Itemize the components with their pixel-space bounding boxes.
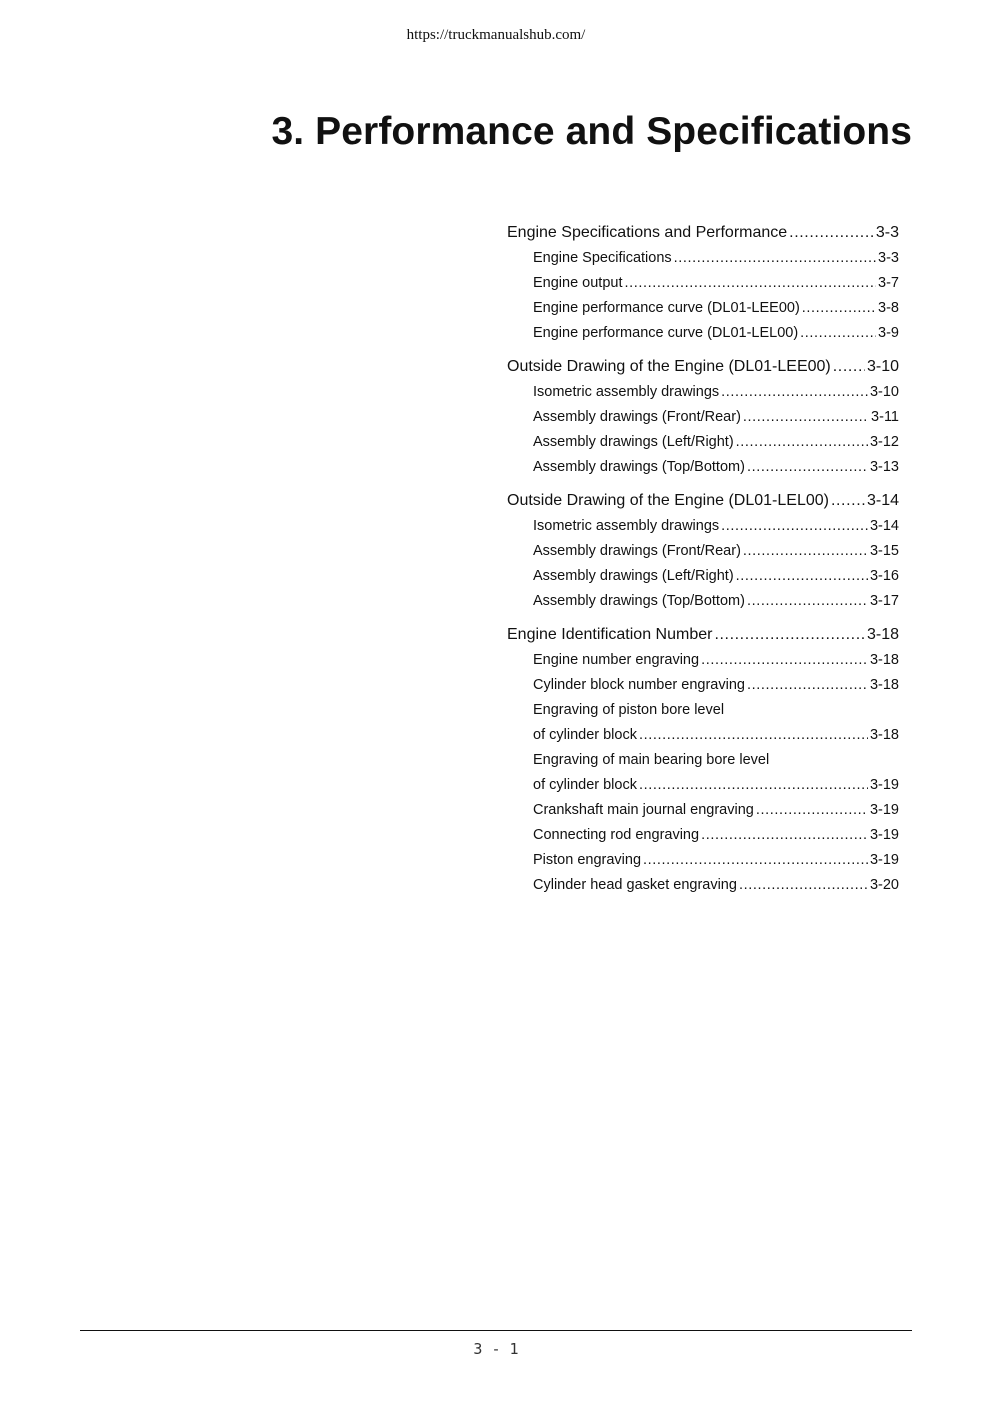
toc-entry[interactable] <box>507 823 899 848</box>
toc-section-heading[interactable] <box>507 621 899 648</box>
toc-page-number: 3-14 <box>869 518 899 534</box>
toc-entry[interactable] <box>507 539 899 564</box>
dot-leader <box>721 514 868 539</box>
toc-entry[interactable] <box>507 589 899 614</box>
toc-entry[interactable] <box>507 773 899 798</box>
toc-section-heading[interactable] <box>507 487 899 514</box>
toc-entry[interactable] <box>507 380 899 405</box>
toc-entry[interactable] <box>507 798 899 823</box>
toc-entry-label: of cylinder block <box>533 727 637 743</box>
toc-page-number: 3-19 <box>869 852 899 868</box>
dot-leader <box>701 648 868 673</box>
toc-page-number: 3-17 <box>869 593 899 609</box>
toc-page-number: 3-7 <box>878 275 899 291</box>
toc-page-number: 3-14 <box>866 492 899 509</box>
toc-page-number: 3-11 <box>871 409 899 425</box>
toc-page-number: 3-20 <box>869 877 899 893</box>
page-number: 3 - 1 <box>473 1340 519 1358</box>
dot-leader <box>736 564 868 589</box>
toc-page-number: 3-10 <box>866 358 899 375</box>
dot-leader <box>802 296 876 321</box>
toc-page-number: 3-19 <box>869 802 899 818</box>
toc-entry-label: Engine performance curve (DL01-LEL00) <box>533 325 799 341</box>
footer-divider <box>80 1330 912 1331</box>
toc-page-number: 3-13 <box>869 459 899 475</box>
toc-entry[interactable] <box>507 514 899 539</box>
toc-entry-label: of cylinder block <box>533 777 637 793</box>
dot-leader <box>739 873 868 898</box>
toc-page-number: 3-18 <box>869 677 899 693</box>
toc-section-title: Engine Identification Number <box>507 626 713 643</box>
dot-leader <box>743 539 868 564</box>
toc-entry[interactable] <box>507 321 899 346</box>
dot-leader <box>747 589 868 614</box>
toc-section-heading[interactable] <box>507 353 899 380</box>
dot-leader <box>800 321 876 346</box>
toc-page-number: 3-3 <box>875 224 899 241</box>
toc-section-title: Engine Specifications and Performance <box>507 224 788 241</box>
toc-page-number: 3-16 <box>869 568 899 584</box>
dot-leader <box>714 621 865 648</box>
toc-entry-label: Isometric assembly drawings <box>533 518 720 534</box>
toc-page-number: 3-9 <box>878 325 899 341</box>
toc-page-number: 3-18 <box>866 626 899 643</box>
toc-entry-label: Engine Specifications <box>533 250 672 266</box>
toc-page-number: 3-18 <box>869 727 899 743</box>
toc-entry-label-line1[interactable]: Engraving of main bearing bore level <box>533 752 770 768</box>
source-url[interactable]: https://truckmanualshub.com/ <box>406 27 586 43</box>
toc-page-number: 3-8 <box>878 300 899 316</box>
toc-section-title: Outside Drawing of the Engine (DL01-LEE00) <box>507 358 831 375</box>
toc-entry-label: Engine number engraving <box>533 652 700 668</box>
toc-entry[interactable] <box>507 430 899 455</box>
toc-section <box>507 621 899 898</box>
dot-leader <box>625 271 877 296</box>
toc-entry-label: Cylinder head gasket engraving <box>533 877 737 893</box>
toc-entry-label: Assembly drawings (Left/Right) <box>533 434 734 450</box>
toc-entry-label: Isometric assembly drawings <box>533 384 720 400</box>
toc-entry-label: Engine output <box>533 275 623 291</box>
toc-entry-label: Piston engraving <box>533 852 642 868</box>
toc-entry[interactable] <box>507 405 899 430</box>
toc-page-number: 3-15 <box>869 543 899 559</box>
toc-entry-label: Assembly drawings (Top/Bottom) <box>533 459 745 475</box>
dot-leader <box>643 848 868 873</box>
dot-leader <box>747 673 868 698</box>
toc-entry[interactable] <box>507 648 899 673</box>
toc-entry[interactable] <box>507 271 899 296</box>
toc-section <box>507 219 899 346</box>
chapter-title: 3. Performance and Specifications <box>271 110 912 153</box>
toc-section-heading[interactable] <box>507 219 899 246</box>
toc-entry[interactable] <box>507 673 899 698</box>
dot-leader <box>756 798 868 823</box>
toc-page-number: 3-19 <box>869 827 899 843</box>
toc-entry[interactable] <box>507 246 899 271</box>
dot-leader <box>721 380 868 405</box>
toc-section <box>507 487 899 614</box>
toc-entry[interactable] <box>507 296 899 321</box>
dot-leader <box>743 405 869 430</box>
toc-page-number: 3-18 <box>869 652 899 668</box>
toc-entry-label: Connecting rod engraving <box>533 827 700 843</box>
dot-leader <box>639 773 868 798</box>
toc-entry[interactable] <box>507 564 899 589</box>
dot-leader <box>789 219 874 246</box>
dot-leader <box>639 723 868 748</box>
toc-entry-label: Crankshaft main journal engraving <box>533 802 754 818</box>
toc-entry[interactable] <box>507 455 899 480</box>
dot-leader <box>747 455 868 480</box>
dot-leader <box>736 430 868 455</box>
dot-leader <box>701 823 868 848</box>
dot-leader <box>831 487 865 514</box>
toc-entry-label: Engine performance curve (DL01-LEE00) <box>533 300 800 316</box>
dot-leader <box>674 246 876 271</box>
toc-entry-label: Assembly drawings (Top/Bottom) <box>533 593 745 609</box>
toc-page-number: 3-10 <box>869 384 899 400</box>
toc-page-number: 3-12 <box>869 434 899 450</box>
toc-page-number: 3-19 <box>869 777 899 793</box>
dot-leader <box>833 353 865 380</box>
toc-entry-label: Cylinder block number engraving <box>533 677 745 693</box>
toc-entry[interactable] <box>507 723 899 748</box>
toc-entry-label: Assembly drawings (Left/Right) <box>533 568 734 584</box>
toc-section-title: Outside Drawing of the Engine (DL01-LEL00) <box>507 492 829 509</box>
toc-entry[interactable] <box>507 873 899 898</box>
toc-section <box>507 353 899 480</box>
toc-entry[interactable] <box>507 848 899 873</box>
toc-page-number: 3-3 <box>878 250 899 266</box>
toc-entry-label: Assembly drawings (Front/Rear) <box>533 543 741 559</box>
table-of-contents <box>507 219 899 905</box>
toc-entry-label: Assembly drawings (Front/Rear) <box>533 409 741 425</box>
toc-entry-label-line1[interactable]: Engraving of piston bore level <box>533 702 725 718</box>
